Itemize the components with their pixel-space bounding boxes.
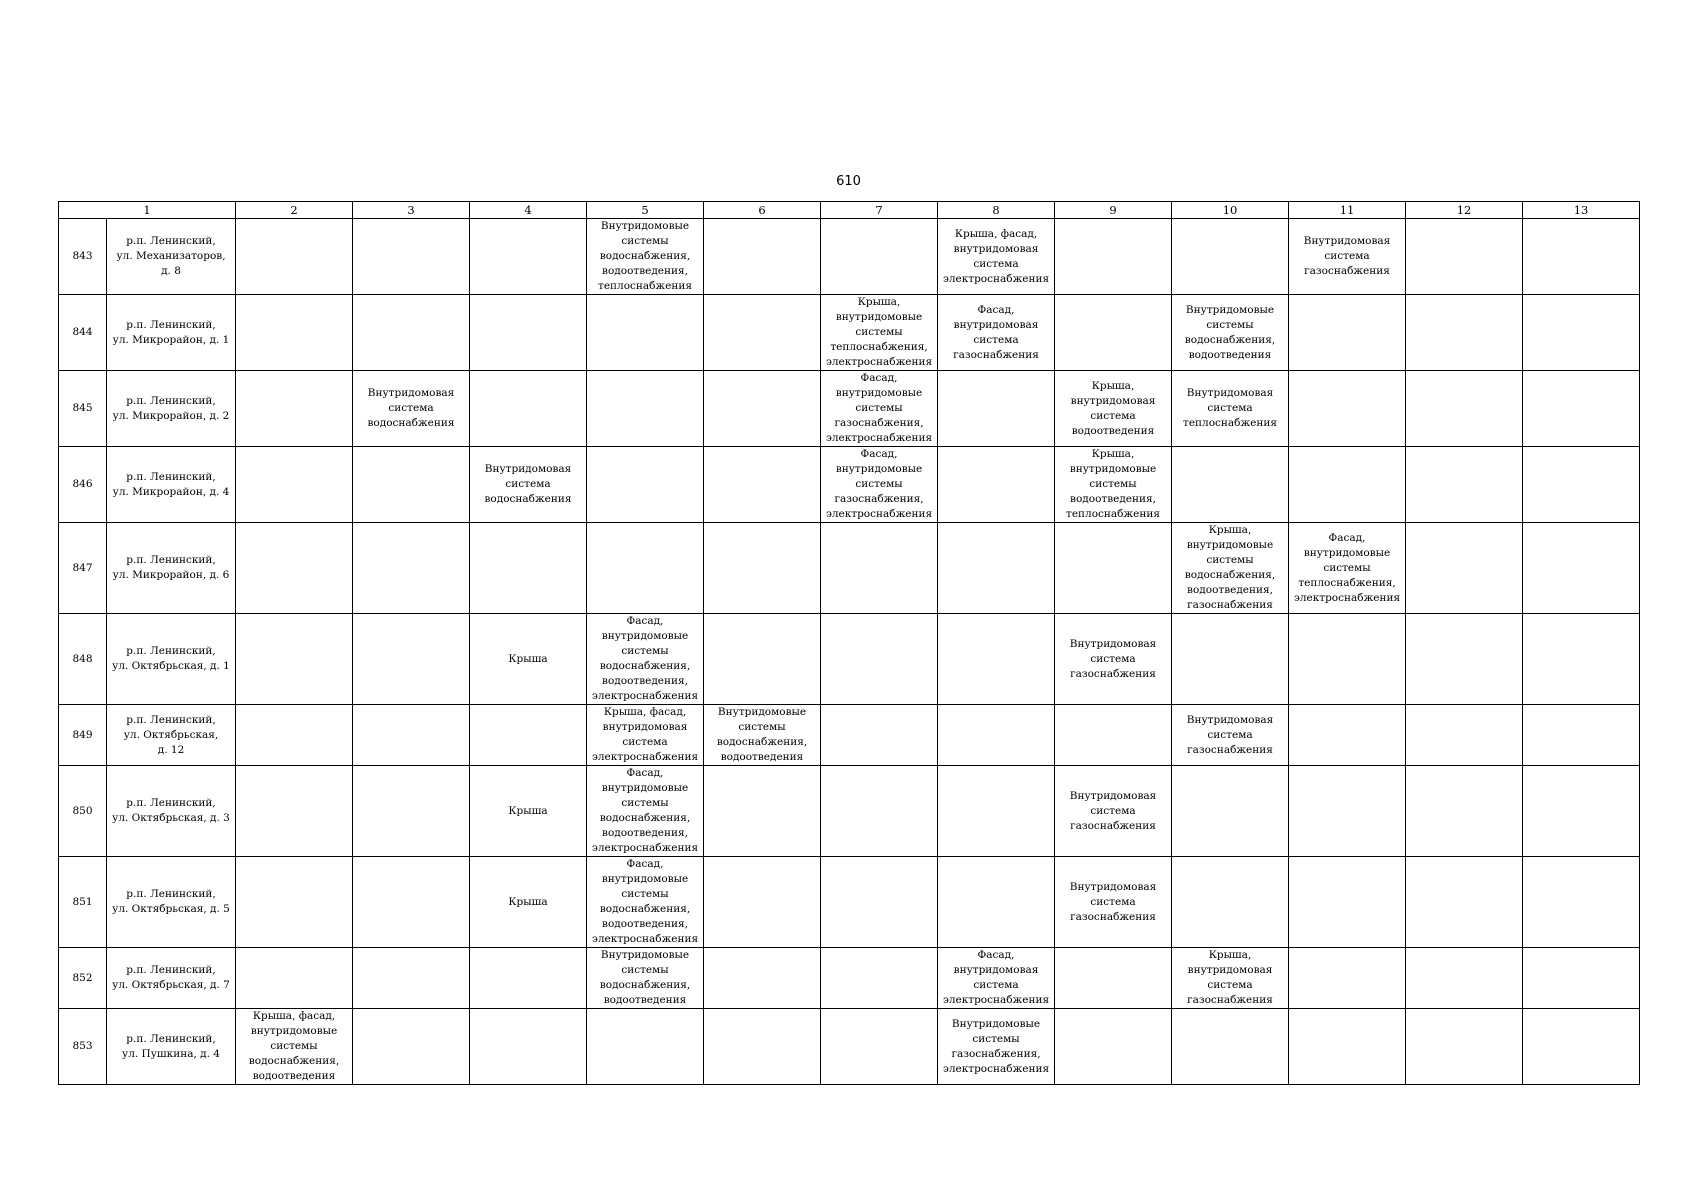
work-type-cell: Крыша, фасад, внутридомовая система электроснабжения <box>587 705 704 766</box>
work-type-cell <box>1289 948 1406 1009</box>
work-type-cell <box>236 523 353 614</box>
work-type-cell <box>1289 614 1406 705</box>
work-type-cell <box>704 295 821 371</box>
table-row <box>59 371 1640 447</box>
address-cell: р.п. Ленинский, ул. Октябрьская, д. 12 <box>107 705 236 766</box>
table-row <box>59 857 1640 948</box>
row-number-cell: 848 <box>59 614 107 705</box>
work-type-cell <box>704 523 821 614</box>
work-type-cell <box>1055 219 1172 295</box>
column-header: 4 <box>470 202 587 219</box>
work-type-cell <box>1406 523 1523 614</box>
column-header: 7 <box>821 202 938 219</box>
work-type-cell <box>1523 523 1640 614</box>
work-type-cell <box>704 1009 821 1085</box>
work-type-cell: Крыша, фасад, внутридомовые системы водоснабжения, водоотведения <box>236 1009 353 1085</box>
work-type-cell <box>1406 614 1523 705</box>
work-type-cell <box>938 857 1055 948</box>
work-type-cell <box>353 295 470 371</box>
work-type-cell <box>938 371 1055 447</box>
work-type-cell: Крыша <box>470 614 587 705</box>
work-type-cell <box>236 948 353 1009</box>
work-type-cell <box>938 523 1055 614</box>
column-header: 8 <box>938 202 1055 219</box>
table-row <box>59 614 1640 705</box>
work-type-cell: Внутридомовая система газоснабжения <box>1289 219 1406 295</box>
work-type-cell <box>821 219 938 295</box>
work-type-cell <box>1406 857 1523 948</box>
work-type-cell <box>470 219 587 295</box>
work-type-cell: Фасад, внутридомовые системы теплоснабжения, электроснабжения <box>1289 523 1406 614</box>
work-type-cell <box>1406 1009 1523 1085</box>
column-header: 2 <box>236 202 353 219</box>
work-type-cell <box>236 705 353 766</box>
row-number-cell: 844 <box>59 295 107 371</box>
work-type-cell <box>236 295 353 371</box>
work-type-cell <box>353 766 470 857</box>
work-type-cell <box>1055 705 1172 766</box>
work-type-cell <box>470 295 587 371</box>
column-header: 3 <box>353 202 470 219</box>
work-type-cell <box>1523 371 1640 447</box>
address-cell: р.п. Ленинский, ул. Микрорайон, д. 6 <box>107 523 236 614</box>
work-type-cell: Фасад, внутридомовые системы водоснабжения, водоотведения, электроснабжения <box>587 614 704 705</box>
page-number: 610 <box>836 174 861 189</box>
address-cell: р.п. Ленинский, ул. Октябрьская, д. 7 <box>107 948 236 1009</box>
address-cell: р.п. Ленинский, ул. Микрорайон, д. 1 <box>107 295 236 371</box>
column-header: 9 <box>1055 202 1172 219</box>
work-type-cell <box>1523 614 1640 705</box>
work-type-cell <box>470 1009 587 1085</box>
work-type-cell <box>587 523 704 614</box>
address-cell: р.п. Ленинский, ул. Пушкина, д. 4 <box>107 1009 236 1085</box>
work-type-cell <box>236 371 353 447</box>
work-type-cell <box>704 766 821 857</box>
row-number-cell: 849 <box>59 705 107 766</box>
column-header: 6 <box>704 202 821 219</box>
row-number-cell: 843 <box>59 219 107 295</box>
address-cell: р.п. Ленинский, ул. Микрорайон, д. 4 <box>107 447 236 523</box>
work-type-cell <box>470 523 587 614</box>
work-type-cell <box>353 614 470 705</box>
work-type-cell <box>587 1009 704 1085</box>
work-type-cell: Фасад, внутридомовые системы водоснабжения, водоотведения, электроснабжения <box>587 766 704 857</box>
work-type-cell <box>1055 295 1172 371</box>
work-type-cell <box>353 1009 470 1085</box>
work-type-cell: Фасад, внутридомовые системы водоснабжения, водоотведения, электроснабжения <box>587 857 704 948</box>
work-type-cell <box>938 705 1055 766</box>
work-type-cell <box>704 219 821 295</box>
work-type-cell <box>1406 219 1523 295</box>
work-type-cell <box>353 705 470 766</box>
column-header: 12 <box>1406 202 1523 219</box>
work-type-cell <box>821 523 938 614</box>
work-type-cell: Внутридомовая система газоснабжения <box>1055 766 1172 857</box>
address-cell: р.п. Ленинский, ул. Октябрьская, д. 5 <box>107 857 236 948</box>
work-type-cell <box>821 766 938 857</box>
work-type-cell <box>821 948 938 1009</box>
row-number-cell: 845 <box>59 371 107 447</box>
work-type-cell: Внутридомовая система газоснабжения <box>1055 857 1172 948</box>
row-number-cell: 851 <box>59 857 107 948</box>
address-cell: р.п. Ленинский, ул. Октябрьская, д. 1 <box>107 614 236 705</box>
table-row <box>59 766 1640 857</box>
column-number-row <box>59 202 1640 219</box>
work-type-cell <box>1289 766 1406 857</box>
work-type-cell <box>821 857 938 948</box>
work-type-cell: Фасад, внутридомовая система электроснабжения <box>938 948 1055 1009</box>
work-type-cell <box>353 948 470 1009</box>
work-type-cell <box>1289 295 1406 371</box>
work-type-cell <box>587 447 704 523</box>
work-type-cell <box>1523 857 1640 948</box>
work-type-cell <box>470 948 587 1009</box>
work-type-cell <box>1523 1009 1640 1085</box>
work-type-cell: Крыша, внутридомовые системы теплоснабжения, электроснабжения <box>821 295 938 371</box>
column-header: 5 <box>587 202 704 219</box>
work-type-cell: Крыша <box>470 766 587 857</box>
work-type-cell <box>1523 447 1640 523</box>
work-type-cell: Внутридомовые системы водоснабжения, водоотведения, теплоснабжения <box>587 219 704 295</box>
work-type-cell: Крыша, фасад, внутридомовая система электроснабжения <box>938 219 1055 295</box>
work-type-cell: Внутридомовые системы водоснабжения, водоотведения <box>587 948 704 1009</box>
work-type-cell <box>587 371 704 447</box>
column-header: 1 <box>59 202 236 219</box>
work-type-cell <box>1406 766 1523 857</box>
work-type-cell: Крыша, внутридомовая система водоотведения <box>1055 371 1172 447</box>
work-type-cell <box>470 705 587 766</box>
work-type-cell <box>1289 447 1406 523</box>
work-type-cell <box>1406 948 1523 1009</box>
work-type-cell: Крыша, внутридомовые системы водоотведения, теплоснабжения <box>1055 447 1172 523</box>
work-type-cell <box>1523 705 1640 766</box>
work-type-cell <box>821 614 938 705</box>
table-row <box>59 447 1640 523</box>
work-type-cell <box>821 1009 938 1085</box>
work-type-cell <box>704 857 821 948</box>
address-cell: р.п. Ленинский, ул. Октябрьская, д. 3 <box>107 766 236 857</box>
work-type-cell: Внутридомовая система теплоснабжения <box>1172 371 1289 447</box>
work-type-cell <box>236 766 353 857</box>
work-type-cell <box>236 857 353 948</box>
work-type-cell: Внутридомовая система водоснабжения <box>353 371 470 447</box>
work-type-cell <box>1523 948 1640 1009</box>
work-type-cell <box>1172 766 1289 857</box>
work-type-cell: Внутридомовые системы газоснабжения, электроснабжения <box>938 1009 1055 1085</box>
work-type-cell <box>1055 948 1172 1009</box>
work-type-cell <box>1172 1009 1289 1085</box>
row-number-cell: 847 <box>59 523 107 614</box>
row-number-cell: 850 <box>59 766 107 857</box>
work-type-cell <box>704 614 821 705</box>
work-type-cell <box>236 447 353 523</box>
work-type-cell <box>821 705 938 766</box>
address-cell: р.п. Ленинский, ул. Микрорайон, д. 2 <box>107 371 236 447</box>
work-type-cell <box>1172 614 1289 705</box>
work-type-cell <box>1523 219 1640 295</box>
work-type-cell <box>1289 371 1406 447</box>
work-type-cell <box>1523 766 1640 857</box>
work-type-cell <box>1055 523 1172 614</box>
work-type-cell <box>1406 447 1523 523</box>
table-row <box>59 948 1640 1009</box>
column-header: 13 <box>1523 202 1640 219</box>
work-type-cell <box>353 523 470 614</box>
work-type-cell <box>1172 447 1289 523</box>
work-type-cell: Внутридомовые системы водоснабжения, водоотведения <box>1172 295 1289 371</box>
work-type-cell <box>1406 705 1523 766</box>
work-type-cell <box>1406 295 1523 371</box>
row-number-cell: 853 <box>59 1009 107 1085</box>
work-type-cell: Внутридомовая система газоснабжения <box>1055 614 1172 705</box>
work-type-cell <box>704 447 821 523</box>
work-type-cell: Внутридомовые системы водоснабжения, водоотведения <box>704 705 821 766</box>
work-type-cell <box>1289 857 1406 948</box>
work-type-cell: Крыша, внутридомовая система газоснабжения <box>1172 948 1289 1009</box>
work-type-cell <box>1523 295 1640 371</box>
repair-schedule-table <box>58 201 1640 1085</box>
table-row <box>59 295 1640 371</box>
work-type-cell <box>236 614 353 705</box>
work-type-cell <box>587 295 704 371</box>
work-type-cell <box>938 447 1055 523</box>
work-type-cell: Фасад, внутридомовые системы газоснабжения, электроснабжения <box>821 371 938 447</box>
work-type-cell <box>1289 1009 1406 1085</box>
work-type-cell: Фасад, внутридомовые системы газоснабжения, электроснабжения <box>821 447 938 523</box>
table-row <box>59 219 1640 295</box>
column-header: 11 <box>1289 202 1406 219</box>
row-number-cell: 852 <box>59 948 107 1009</box>
table-body <box>59 219 1640 1085</box>
work-type-cell <box>1172 219 1289 295</box>
work-type-cell: Внутридомовая система газоснабжения <box>1172 705 1289 766</box>
address-cell: р.п. Ленинский, ул. Механизаторов, д. 8 <box>107 219 236 295</box>
work-type-cell <box>704 371 821 447</box>
work-type-cell <box>1406 371 1523 447</box>
column-header: 10 <box>1172 202 1289 219</box>
work-type-cell <box>938 614 1055 705</box>
work-type-cell: Фасад, внутридомовая система газоснабжения <box>938 295 1055 371</box>
work-type-cell <box>1055 1009 1172 1085</box>
work-type-cell <box>236 219 353 295</box>
work-type-cell: Внутридомовая система водоснабжения <box>470 447 587 523</box>
work-type-cell <box>353 219 470 295</box>
table-row <box>59 705 1640 766</box>
table-row <box>59 523 1640 614</box>
work-type-cell <box>353 447 470 523</box>
table-row <box>59 1009 1640 1085</box>
work-type-cell <box>470 371 587 447</box>
work-type-cell <box>1289 705 1406 766</box>
work-type-cell <box>1172 857 1289 948</box>
work-type-cell <box>938 766 1055 857</box>
row-number-cell: 846 <box>59 447 107 523</box>
work-type-cell: Крыша <box>470 857 587 948</box>
work-type-cell <box>704 948 821 1009</box>
work-type-cell: Крыша, внутридомовые системы водоснабжения, водоотведения, газоснабжения <box>1172 523 1289 614</box>
work-type-cell <box>353 857 470 948</box>
